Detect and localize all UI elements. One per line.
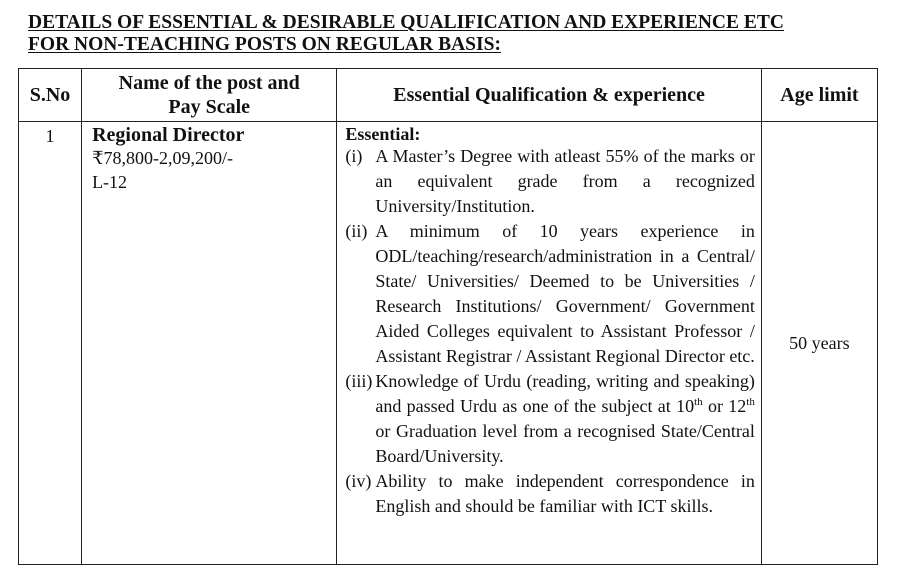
pay-level: L-12	[92, 172, 128, 192]
item-text: A minimum of 10 years experience in ODL/teaching/research/administration in a Central/ State/ Universities/ Deemed to be Universities / Research Institutions/ Government/ Government Aided Colleges equivalent to Assistant Professor / Assistant Registrar / Assistant Regional Director etc.	[375, 221, 755, 366]
qualification-item-1	[345, 144, 754, 219]
pay-scale: ₹78,800-2,09,200/-	[92, 148, 234, 168]
header-post-line-1: Name of the post and	[118, 72, 300, 94]
row-age-limit: 50 years	[761, 122, 877, 565]
header-age: Age limit	[761, 69, 877, 122]
post-title: Regional Director	[92, 124, 245, 146]
header-sno: S.No	[19, 69, 82, 122]
qualification-item-4	[345, 469, 754, 519]
row-sno: 1	[19, 122, 82, 565]
table-row	[19, 122, 878, 565]
item-text-part: or Graduation level from a recognised State/Central Board/University.	[375, 421, 755, 466]
item-number: (ii)	[345, 221, 368, 241]
row-qualification	[337, 122, 761, 565]
header-post	[82, 69, 337, 122]
item-number: (iv)	[345, 471, 372, 491]
essential-label: Essential:	[345, 124, 421, 144]
qualification-table	[18, 68, 878, 565]
qualification-item-2	[345, 219, 754, 369]
item-text-part: Knowledge of Urdu (reading, writing and speaking) and passed Urdu as one of the subject at 10	[375, 371, 755, 416]
item-number: (iii)	[345, 371, 373, 391]
document-heading	[28, 12, 868, 56]
qualification-item-3	[345, 369, 754, 469]
row-post	[82, 122, 337, 565]
superscript: th	[746, 396, 755, 408]
item-text	[375, 369, 754, 469]
table-header-row	[19, 69, 878, 122]
superscript: th	[694, 396, 703, 408]
header-qualification: Essential Qualification & experience	[337, 69, 761, 122]
heading-line-1: DETAILS OF ESSENTIAL & DESIRABLE QUALIFICATION AND EXPERIENCE ETC	[28, 12, 784, 33]
header-post-line-2: Pay Scale	[168, 96, 251, 118]
item-text: A Master’s Degree with atleast 55% of the marks or an equivalent grade from a recognized University/Institution.	[375, 146, 755, 216]
item-text: Ability to make independent correspondence in English and should be familiar with ICT skills.	[375, 471, 755, 516]
item-text-part: or 12	[702, 396, 747, 416]
heading-line-2: FOR NON-TEACHING POSTS ON REGULAR BASIS:	[28, 34, 501, 55]
item-number: (i)	[345, 146, 363, 166]
